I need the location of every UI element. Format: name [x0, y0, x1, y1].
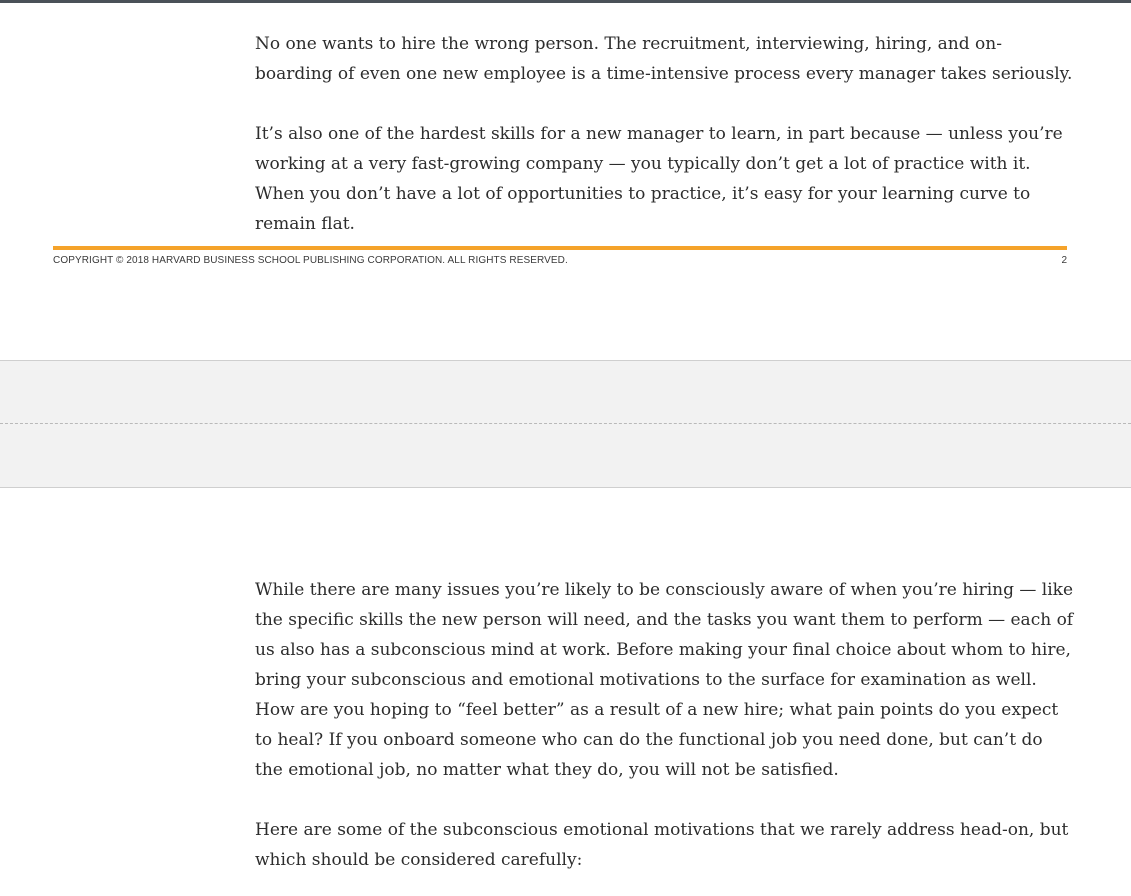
- paragraph-text: No one wants to hire the wrong person. The recruitment, interviewing, hiring, and on-boarding of even one new employee is a time-intensive process every manager takes seriously.: [255, 34, 1073, 84]
- top-border: [0, 0, 1131, 3]
- paragraph-text: It’s also one of the hardest skills for a new manager to learn, in part because — unless you’re working at a very fast-growing company — you typically don’t get a lot of practice with it. When you don’t have a lot of opportunities to practice, it’s easy for your learning curve to remain flat.: [255, 124, 1063, 234]
- document-page-2-paragraph-2: [255, 119, 1075, 239]
- document-page-3-paragraph-1: [255, 575, 1075, 785]
- paragraph-text: While there are many issues you’re likely to be consciously aware of when you’re hiring — like the specific skills the new person will need, and the tasks you want them to perform — each of us also has a subconscious mind at work. Before making your final choice about whom to hire, bring your subconscious and emotional motivations to the surface for examination as well. How are you hoping to “feel better” as a result of a new hire; what pain points do you expect to heal? If you onboard someone who can do the functional job you need done, but can’t do the emotional job, no matter what they do, you will not be satisfied.: [255, 580, 1074, 780]
- page-break-line: [0, 423, 1131, 424]
- document-page-3-paragraph-2: [255, 815, 1075, 875]
- footer-page-number: 2: [1061, 255, 1067, 266]
- footer-copyright: COPYRIGHT © 2018 HARVARD BUSINESS SCHOOL PUBLISHING CORPORATION. ALL RIGHTS RESERVED.: [53, 255, 568, 266]
- document-page-2-paragraph-1: [255, 29, 1075, 89]
- page-separator: [0, 360, 1131, 488]
- paragraph-text: Here are some of the subconscious emotional motivations that we rarely address head-on, but which should be considered carefully:: [255, 820, 1069, 870]
- footer-accent-rule: [53, 246, 1067, 250]
